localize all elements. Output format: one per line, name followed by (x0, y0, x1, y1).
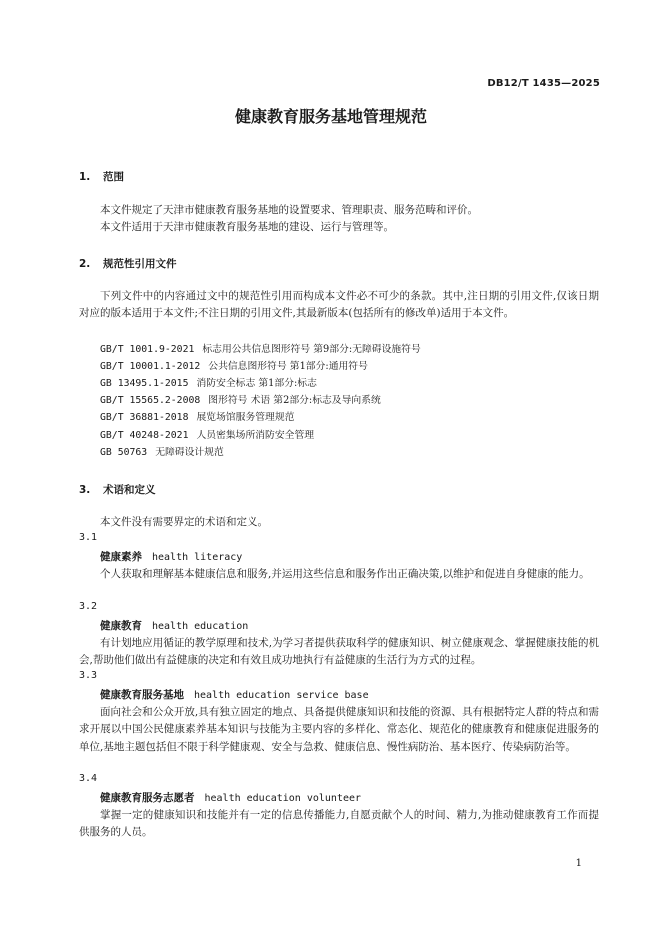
reference-title: 展览场馆服务管理规范 (196, 412, 295, 423)
reference-title: 消防安全标志 第1部分:标志 (196, 378, 317, 389)
term-zh: 健康素养 (100, 551, 142, 563)
paragraph: 下列文件中的内容通过文中的规范性引用而构成本文件必不可少的条款。其中,注日期的引用文件,仅该日期对应的版本适用于本文件;不注日期的引用文件,其最新版本(包括所有的修改单)适用于本文件。 (79, 290, 599, 320)
term-number: 3.2 (79, 601, 98, 612)
reference-code: GB/T 10001.1-2012 (100, 361, 201, 372)
term-number: 3.3 (79, 670, 98, 681)
paragraph: 本文件没有需要界定的术语和定义。 (100, 516, 268, 528)
paragraph: 本文件规定了天津市健康教育服务基地的设置要求、管理职责、服务范畴和评价。 (100, 204, 478, 216)
term-definition: 个人获取和理解基本健康信息和服务,并运用这些信息和服务作出正确决策,以维护和促进自身健康的能力。 (100, 568, 590, 580)
reference-code: GB 13495.1-2015 (100, 378, 189, 389)
reference-item (100, 341, 421, 355)
paragraph: 本文件适用于天津市健康教育服务基地的建设、运行与管理等。 (100, 221, 394, 233)
term-heading (100, 687, 369, 702)
reference-item (100, 444, 224, 458)
section-heading-terms-definitions (79, 482, 156, 497)
term-definition: 面向社会和公众开放,具有独立固定的地点、具备提供健康知识和技能的资源、具有根据特定人群的特点和需求开展以中国公民健康素养基本知识与技能为主要内容的多样化、常态化、规范化的健康教育和健康促进服务的单位,基地主题包括但不限于科学健康观、安全与急救、健康信息、慢性病防治、基本医疗、传染病防治等。 (79, 706, 599, 753)
term-zh: 健康教育 (100, 620, 142, 632)
reference-item (100, 392, 381, 406)
section-number: 1. (79, 171, 91, 183)
reference-code: GB/T 36881-2018 (100, 412, 189, 423)
term-zh: 健康教育服务基地 (100, 689, 184, 701)
term-definition: 掌握一定的健康知识和技能并有一定的信息传播能力,自愿贡献个人的时间、精力,为推动健康教育工作而提供服务的人员。 (79, 809, 599, 839)
section-number: 2. (79, 258, 91, 270)
reference-item (100, 358, 368, 372)
reference-item (100, 409, 294, 423)
reference-title: 无障碍设计规范 (155, 447, 224, 458)
section-title: 规范性引用文件 (103, 258, 177, 270)
term-number: 3.4 (79, 773, 98, 784)
reference-title: 人员密集场所消防安全管理 (196, 430, 315, 441)
term-heading (100, 618, 248, 633)
term-number: 3.1 (79, 532, 98, 543)
term-definition: 有计划地应用循证的教学原理和技术,为学习者提供获取科学的健康知识、树立健康观念、掌握健康技能的机会,帮助他们做出有益健康的决定和有效且成功地执行有益健康的生活行为方式的过程。 (79, 637, 599, 667)
term-heading (100, 790, 361, 805)
section-heading-scope (79, 169, 124, 184)
reference-code: GB/T 1001.9-2021 (100, 344, 195, 355)
term-heading (100, 549, 242, 564)
section-title: 术语和定义 (103, 484, 156, 496)
reference-code: GB/T 15565.2-2008 (100, 395, 201, 406)
reference-title: 图形符号 术语 第2部分:标志及导向系统 (208, 395, 381, 406)
reference-code: GB/T 40248-2021 (100, 430, 189, 441)
document-title: 健康教育服务基地管理规范 (234, 107, 427, 126)
reference-item (100, 427, 314, 441)
section-title: 范围 (103, 171, 124, 183)
section-number: 3. (79, 484, 91, 496)
term-en: health education volunteer (204, 793, 362, 804)
reference-title: 标志用公共信息图形符号 第9部分:无障碍设施符号 (202, 344, 421, 355)
term-en: health literacy (152, 552, 243, 563)
reference-code: GB 50763 (100, 447, 148, 458)
page-number: 1 (575, 858, 582, 869)
reference-item (100, 375, 317, 389)
section-heading-normative-references (79, 256, 177, 271)
term-en: health education service base (194, 690, 369, 701)
standard-number: DB12/T 1435—2025 (487, 78, 600, 89)
term-zh: 健康教育服务志愿者 (100, 792, 195, 804)
term-en: health education (152, 621, 249, 632)
reference-title: 公共信息图形符号 第1部分:通用符号 (208, 361, 368, 372)
